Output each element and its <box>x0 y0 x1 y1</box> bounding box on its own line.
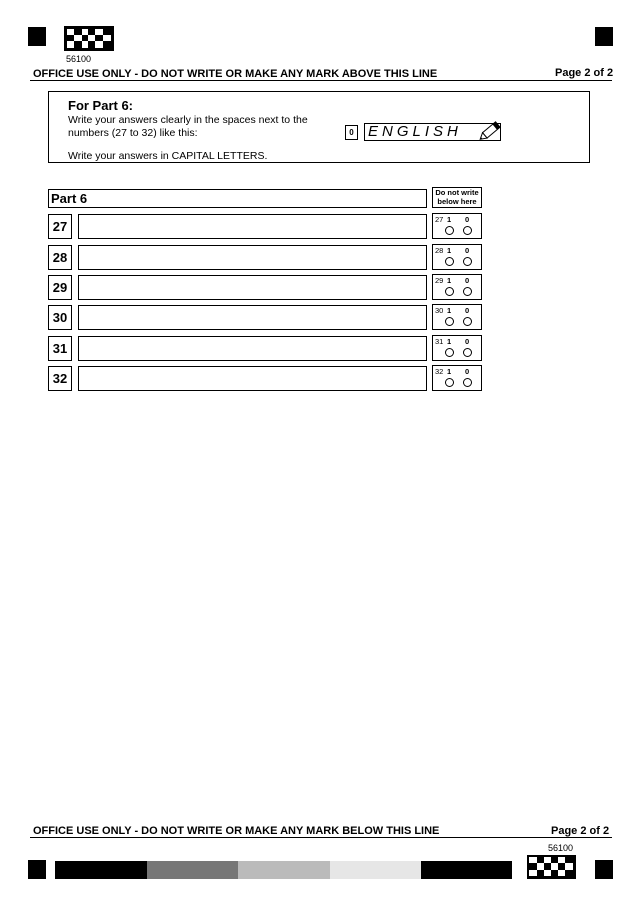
marker-score-zero: 0 <box>465 215 470 224</box>
do-not-write-label: Do not write below here <box>432 187 482 208</box>
marker-score-zero: 0 <box>465 276 470 285</box>
marker-score-zero: 0 <box>465 246 470 255</box>
bubble-score-zero[interactable] <box>463 378 472 387</box>
instructions-box <box>48 91 590 163</box>
marker-question-id: 29 <box>435 276 444 285</box>
calibration-strip-dark-grey <box>147 861 238 879</box>
bubble-score-one[interactable] <box>445 348 454 357</box>
marker-question-id: 31 <box>435 337 444 346</box>
example-number: 0 <box>345 125 358 140</box>
marker-box <box>432 365 482 391</box>
question-number: 29 <box>48 275 72 300</box>
marker-score-one: 1 <box>447 246 452 255</box>
bubble-score-one[interactable] <box>445 378 454 387</box>
instructions-line-3: Write your answers in CAPITAL LETTERS. <box>68 150 268 162</box>
calibration-strip-black <box>55 861 147 879</box>
marker-box <box>432 213 482 239</box>
marker-question-id: 30 <box>435 306 444 315</box>
bubble-score-one[interactable] <box>445 287 454 296</box>
answer-field-29[interactable] <box>78 275 427 300</box>
office-notice-top: OFFICE USE ONLY - DO NOT WRITE OR MAKE ANY MARK ABOVE THIS LINE <box>33 68 438 80</box>
marker-score-one: 1 <box>447 337 452 346</box>
bubble-score-zero[interactable] <box>463 287 472 296</box>
marker-score-one: 1 <box>447 215 452 224</box>
question-number: 27 <box>48 214 72 239</box>
office-notice-bottom: OFFICE USE ONLY - DO NOT WRITE OR MAKE ANY MARK BELOW THIS LINE <box>33 825 440 837</box>
marker-score-one: 1 <box>447 306 452 315</box>
registration-mark-bottom-right <box>595 860 613 879</box>
part-title: Part 6 <box>48 189 427 208</box>
pencil-icon <box>477 117 507 143</box>
form-code-top: 56100 <box>66 54 92 64</box>
instructions-line-2: numbers (27 to 32) like this: <box>68 127 198 139</box>
bubble-score-zero[interactable] <box>463 348 472 357</box>
bottom-divider <box>30 837 612 838</box>
question-number: 32 <box>48 366 72 391</box>
calibration-strip-light-grey <box>238 861 330 879</box>
answer-field-28[interactable] <box>78 245 427 270</box>
registration-mark-bottom-left <box>28 860 46 879</box>
bubble-score-zero[interactable] <box>463 317 472 326</box>
answer-field-32[interactable] <box>78 366 427 391</box>
marker-box <box>432 304 482 330</box>
question-number: 31 <box>48 336 72 361</box>
answer-field-31[interactable] <box>78 336 427 361</box>
form-barcode-bottom <box>527 855 576 879</box>
question-number: 28 <box>48 245 72 270</box>
top-divider <box>30 80 612 81</box>
answer-field-27[interactable] <box>78 214 427 239</box>
marker-box <box>432 274 482 300</box>
form-code-bottom: 56100 <box>548 843 574 853</box>
example-answer: ENGLISH <box>364 123 501 141</box>
marker-score-zero: 0 <box>465 367 470 376</box>
bubble-score-one[interactable] <box>445 317 454 326</box>
question-number: 30 <box>48 305 72 330</box>
marker-score-zero: 0 <box>465 337 470 346</box>
marker-box <box>432 244 482 270</box>
bubble-score-zero[interactable] <box>463 257 472 266</box>
marker-box <box>432 335 482 361</box>
marker-score-zero: 0 <box>465 306 470 315</box>
registration-mark-top-right <box>595 27 613 46</box>
instructions-line-1: Write your answers clearly in the spaces next to the <box>68 114 308 126</box>
page-label-top: Page 2 of 2 <box>555 67 614 79</box>
form-barcode-top <box>64 26 114 51</box>
instructions-title: For Part 6: <box>68 98 134 113</box>
marker-question-id: 32 <box>435 367 444 376</box>
marker-question-id: 27 <box>435 215 444 224</box>
marker-question-id: 28 <box>435 246 444 255</box>
bubble-score-zero[interactable] <box>463 226 472 235</box>
calibration-strip-black-end <box>421 861 512 879</box>
answer-field-30[interactable] <box>78 305 427 330</box>
bubble-score-one[interactable] <box>445 257 454 266</box>
marker-score-one: 1 <box>447 367 452 376</box>
registration-mark-top-left <box>28 27 46 46</box>
page-label-bottom: Page 2 of 2 <box>551 825 610 837</box>
marker-score-one: 1 <box>447 276 452 285</box>
bubble-score-one[interactable] <box>445 226 454 235</box>
calibration-strip-pale-grey <box>330 861 421 879</box>
